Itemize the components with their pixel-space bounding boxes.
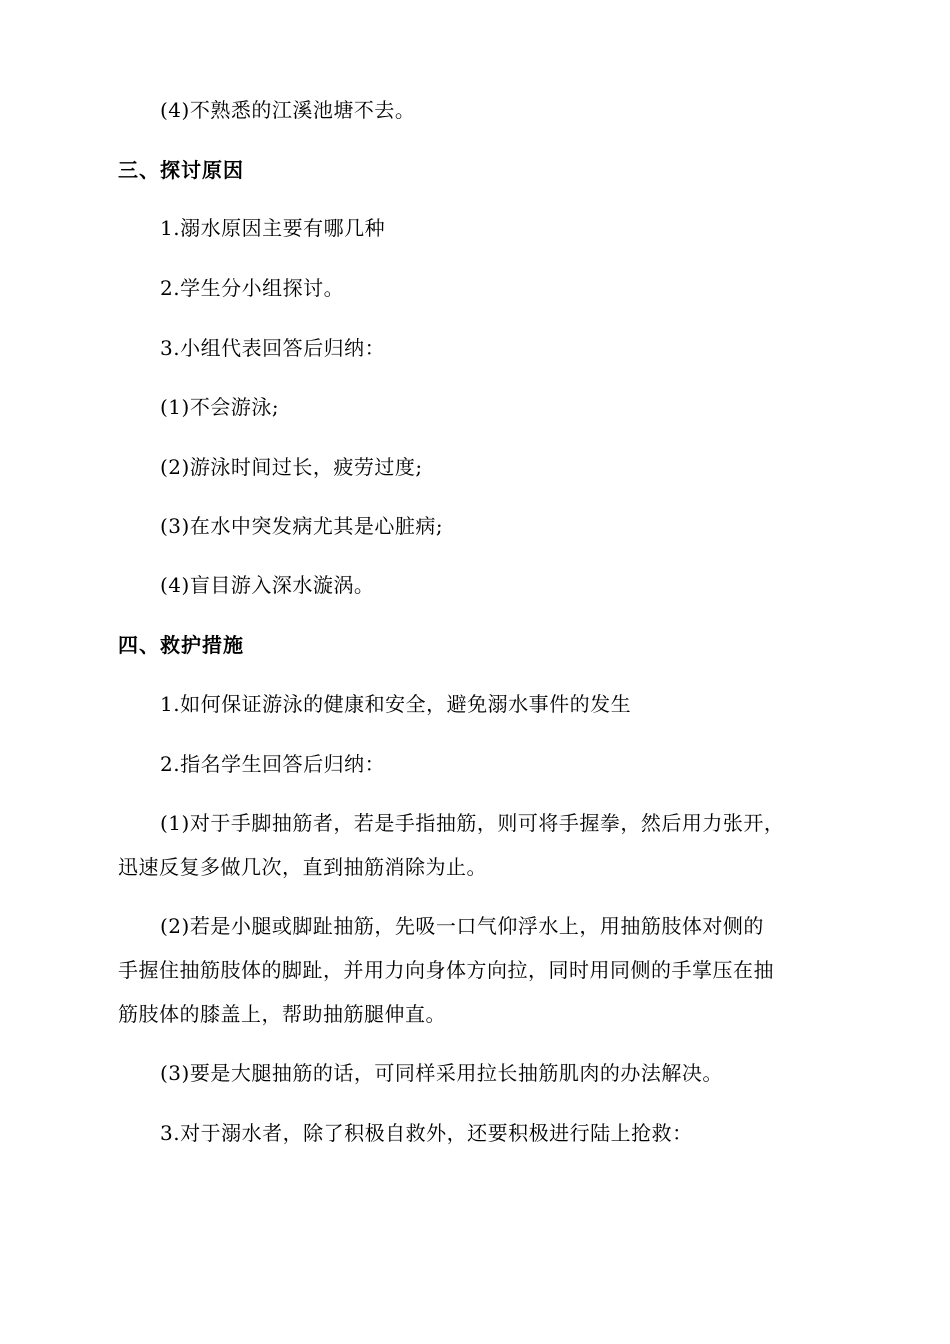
paragraph-cramp-leg-line1: (2)若是小腿或脚趾抽筋，先吸一口气仰浮水上，用抽筋肢体对侧的	[160, 914, 764, 938]
list-item-cause-3: (3)在水中突发病尤其是心脏病;	[160, 514, 444, 538]
paragraph-group-discussion: 2.学生分小组探讨。	[160, 276, 345, 300]
paragraph-prev-item-4: (4)不熟悉的江溪池塘不去。	[160, 98, 416, 122]
paragraph-cramp-thigh: (3)要是大腿抽筋的话，可同样采用拉长抽筋肌肉的办法解决。	[160, 1061, 723, 1085]
paragraph-safety-question: 1.如何保证游泳的健康和安全，避免溺水事件的发生	[160, 692, 632, 716]
paragraph-answer-intro: 2.指名学生回答后归纳：	[160, 752, 386, 776]
list-item-cause-4: (4)盲目游入深水漩涡。	[160, 573, 375, 597]
paragraph-cramp-leg-line3: 筋肢体的膝盖上，帮助抽筋腿伸直。	[118, 1002, 446, 1026]
paragraph-summary-intro: 3.小组代表回答后归纳：	[160, 336, 386, 360]
paragraph-causes-question: 1.溺水原因主要有哪几种	[160, 216, 386, 240]
list-item-cause-1: (1)不会游泳;	[160, 395, 280, 419]
section-heading-rescue: 四、救护措施	[118, 633, 244, 657]
paragraph-cramp-hand-line1: (1)对于手脚抽筋者，若是手指抽筋，则可将手握拳，然后用力张开，	[160, 811, 785, 835]
list-item-cause-2: (2)游泳时间过长，疲劳过度;	[160, 455, 423, 479]
paragraph-land-rescue: 3.对于溺水者，除了积极自救外，还要积极进行陆上抢救：	[160, 1121, 693, 1145]
paragraph-cramp-hand-line2: 迅速反复多做几次，直到抽筋消除为止。	[118, 855, 487, 879]
section-heading-causes: 三、探讨原因	[118, 158, 244, 182]
paragraph-cramp-leg-line2: 手握住抽筋肢体的脚趾，并用力向身体方向拉，同时用同侧的手掌压在抽	[118, 958, 774, 982]
